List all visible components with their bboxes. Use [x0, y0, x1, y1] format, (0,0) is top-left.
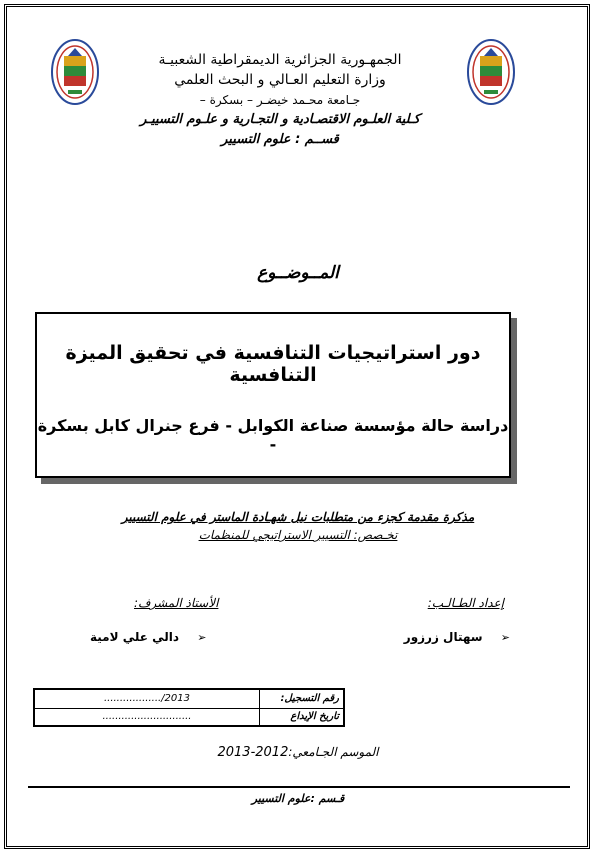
table-row [35, 708, 343, 726]
university-emblem-icon [466, 38, 516, 106]
memo-description [0, 508, 596, 544]
thesis-subtitle: دراسة حالة مؤسسة صناعة الكوابل - فرع جنرال كابل بسكرة - [37, 416, 509, 454]
student-entry [404, 630, 510, 644]
student-name: سهتال زرزور [403, 630, 483, 644]
registration-number-label: رقم التسجيل: [259, 690, 343, 708]
supervisor-name: دالي علي لامية [90, 630, 180, 644]
university-name: جـامعة محـمد خيضـر – بسكرة – [199, 93, 361, 107]
title-box [35, 312, 511, 478]
table-row [35, 690, 343, 709]
republic-name: الجمهـورية الجزائرية الديمقراطية الشعبيـة [158, 52, 402, 68]
season-label: الموسم الجـامعي: [288, 745, 379, 759]
registration-table [33, 688, 345, 727]
specialization-line: تخـصص: التسيير الاستراتيجي للمنظمات [198, 528, 398, 542]
deposit-date-value: ............................ [102, 711, 192, 722]
subject-label: المــوضــوع [257, 263, 339, 283]
academic-season [0, 745, 596, 760]
faculty-name: كـلية العلـوم الاقتصـادية و التجـارية و علـوم التسييـر [140, 112, 420, 127]
footer-divider [28, 786, 570, 788]
deposit-date-label: تاريخ الإيداع [259, 708, 343, 726]
institution-header [100, 50, 460, 150]
memo-line: مذكرة مقدمة كجزء من متطلبات نيل شهـادة الماستر في علوم التسيير [121, 510, 475, 524]
supervisor-entry [90, 630, 206, 644]
arrow-bullet-icon: ➢ [500, 631, 510, 644]
arrow-bullet-icon: ➢ [197, 631, 207, 644]
thesis-title: دور استراتيجيات التنافسية في تحقيق الميزة التنافسية [65, 342, 481, 386]
supervisor-label: الأستاذ المشرف: [134, 596, 219, 610]
university-emblem-icon [50, 38, 100, 106]
prepared-by-label: إعداد الطـالـب: [427, 596, 504, 610]
footer-department: قـسم :علوم التسيير [251, 792, 345, 805]
ministry-name: وزارة التعليم العـالي و البحث العلمي [174, 72, 386, 88]
registration-number-value: ................../2013 [103, 693, 191, 704]
season-year: 2012-2013 [217, 745, 289, 760]
department-name: قســم : علوم التسيير [221, 132, 339, 147]
